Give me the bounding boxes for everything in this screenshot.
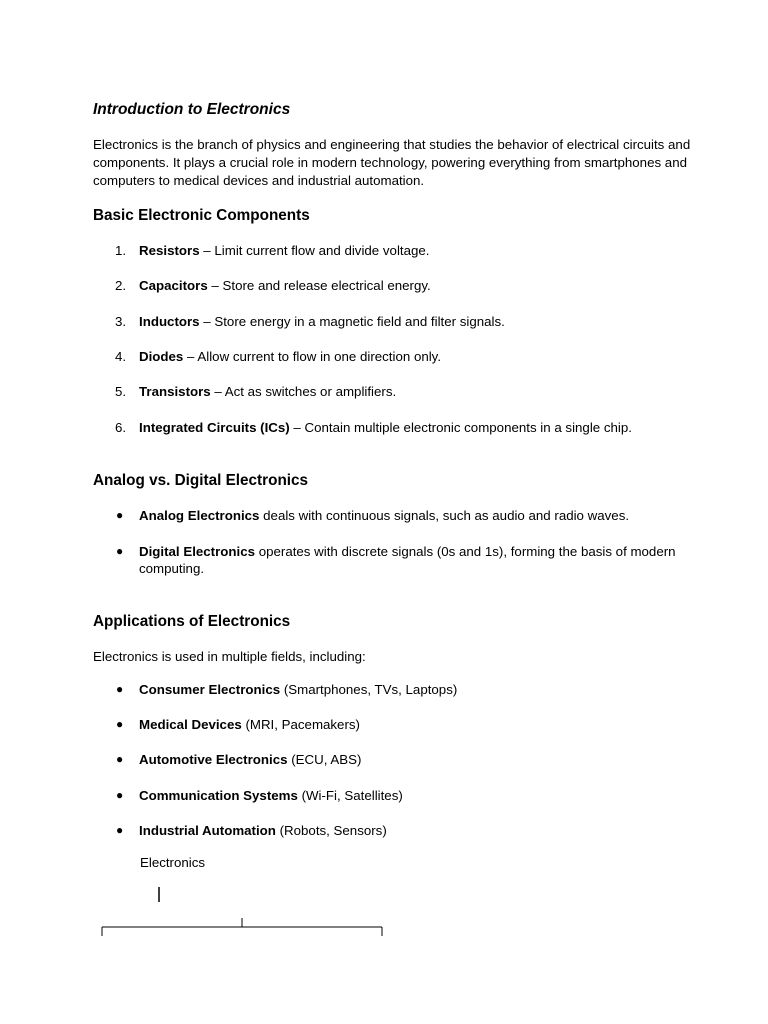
item-term: Digital Electronics (139, 544, 256, 559)
item-text: (Wi-Fi, Satellites) (297, 788, 403, 803)
item-text: (ECU, ABS) (287, 752, 362, 767)
list-item (139, 313, 699, 330)
list-number: 6. (115, 420, 127, 435)
list-number: 2. (115, 278, 127, 293)
list-item (139, 716, 699, 733)
list-item (139, 787, 699, 804)
applications-heading: Applications of Electronics (93, 613, 291, 630)
item-text: – Contain multiple electronic components in a single chip. (289, 420, 632, 435)
item-term: Integrated Circuits (ICs) (139, 420, 290, 435)
list-item (139, 383, 699, 400)
diagram-root-label: Electronics (140, 855, 206, 870)
bullet-icon: ● (116, 508, 124, 522)
bullet-icon: ● (116, 682, 124, 696)
item-text: – Store energy in a magnetic field and filter signals. (199, 314, 505, 329)
list-item (139, 822, 699, 839)
tree-diagram (0, 880, 768, 940)
item-text: – Allow current to flow in one direction only. (183, 349, 442, 364)
bullet-icon: ● (116, 544, 124, 558)
item-text: operates with discrete signals (0s and 1s), forming the basis of modern computing. (139, 544, 676, 576)
list-item (139, 242, 699, 259)
item-term: Inductors (139, 314, 200, 329)
item-term: Transistors (139, 384, 211, 399)
item-term: Diodes (139, 349, 184, 364)
list-item (139, 277, 699, 294)
applications-intro: Electronics is used in multiple fields, including: (93, 649, 366, 664)
item-term: Analog Electronics (139, 508, 260, 523)
item-text: – Act as switches or amplifiers. (210, 384, 397, 399)
item-text: (Robots, Sensors) (275, 823, 387, 838)
item-text: – Store and release electrical energy. (207, 278, 431, 293)
intro-paragraph: Electronics is the branch of physics and engineering that studies the behavior of electrical circuits and components. It plays a crucial role in modern technology, powering everything from smartphones and computers to medical devices and industrial automation. (93, 137, 691, 188)
bullet-icon: ● (116, 788, 124, 802)
item-text: – Limit current flow and divide voltage. (199, 243, 430, 258)
item-term: Communication Systems (139, 788, 298, 803)
item-term: Capacitors (139, 278, 208, 293)
components-heading: Basic Electronic Components (93, 207, 310, 224)
list-number: 4. (115, 349, 127, 364)
bullet-icon: ● (116, 823, 124, 837)
list-item (139, 751, 699, 768)
item-term: Industrial Automation (139, 823, 276, 838)
item-text: deals with continuous signals, such as audio and radio waves. (259, 508, 630, 523)
list-number: 1. (115, 243, 127, 258)
item-term: Resistors (139, 243, 200, 258)
list-item (139, 507, 699, 524)
item-term: Medical Devices (139, 717, 242, 732)
item-term: Automotive Electronics (139, 752, 288, 767)
list-item (139, 543, 679, 577)
bullet-icon: ● (116, 717, 124, 731)
list-number: 3. (115, 314, 127, 329)
list-number: 5. (115, 384, 127, 399)
item-term: Consumer Electronics (139, 682, 281, 697)
document-title: Introduction to Electronics (93, 101, 291, 118)
analog-digital-heading: Analog vs. Digital Electronics (93, 472, 309, 489)
item-text: (Smartphones, TVs, Laptops) (280, 682, 458, 697)
list-item (139, 681, 699, 698)
list-item (139, 419, 699, 436)
list-item (139, 348, 699, 365)
bullet-icon: ● (116, 752, 124, 766)
item-text: (MRI, Pacemakers) (241, 717, 360, 732)
